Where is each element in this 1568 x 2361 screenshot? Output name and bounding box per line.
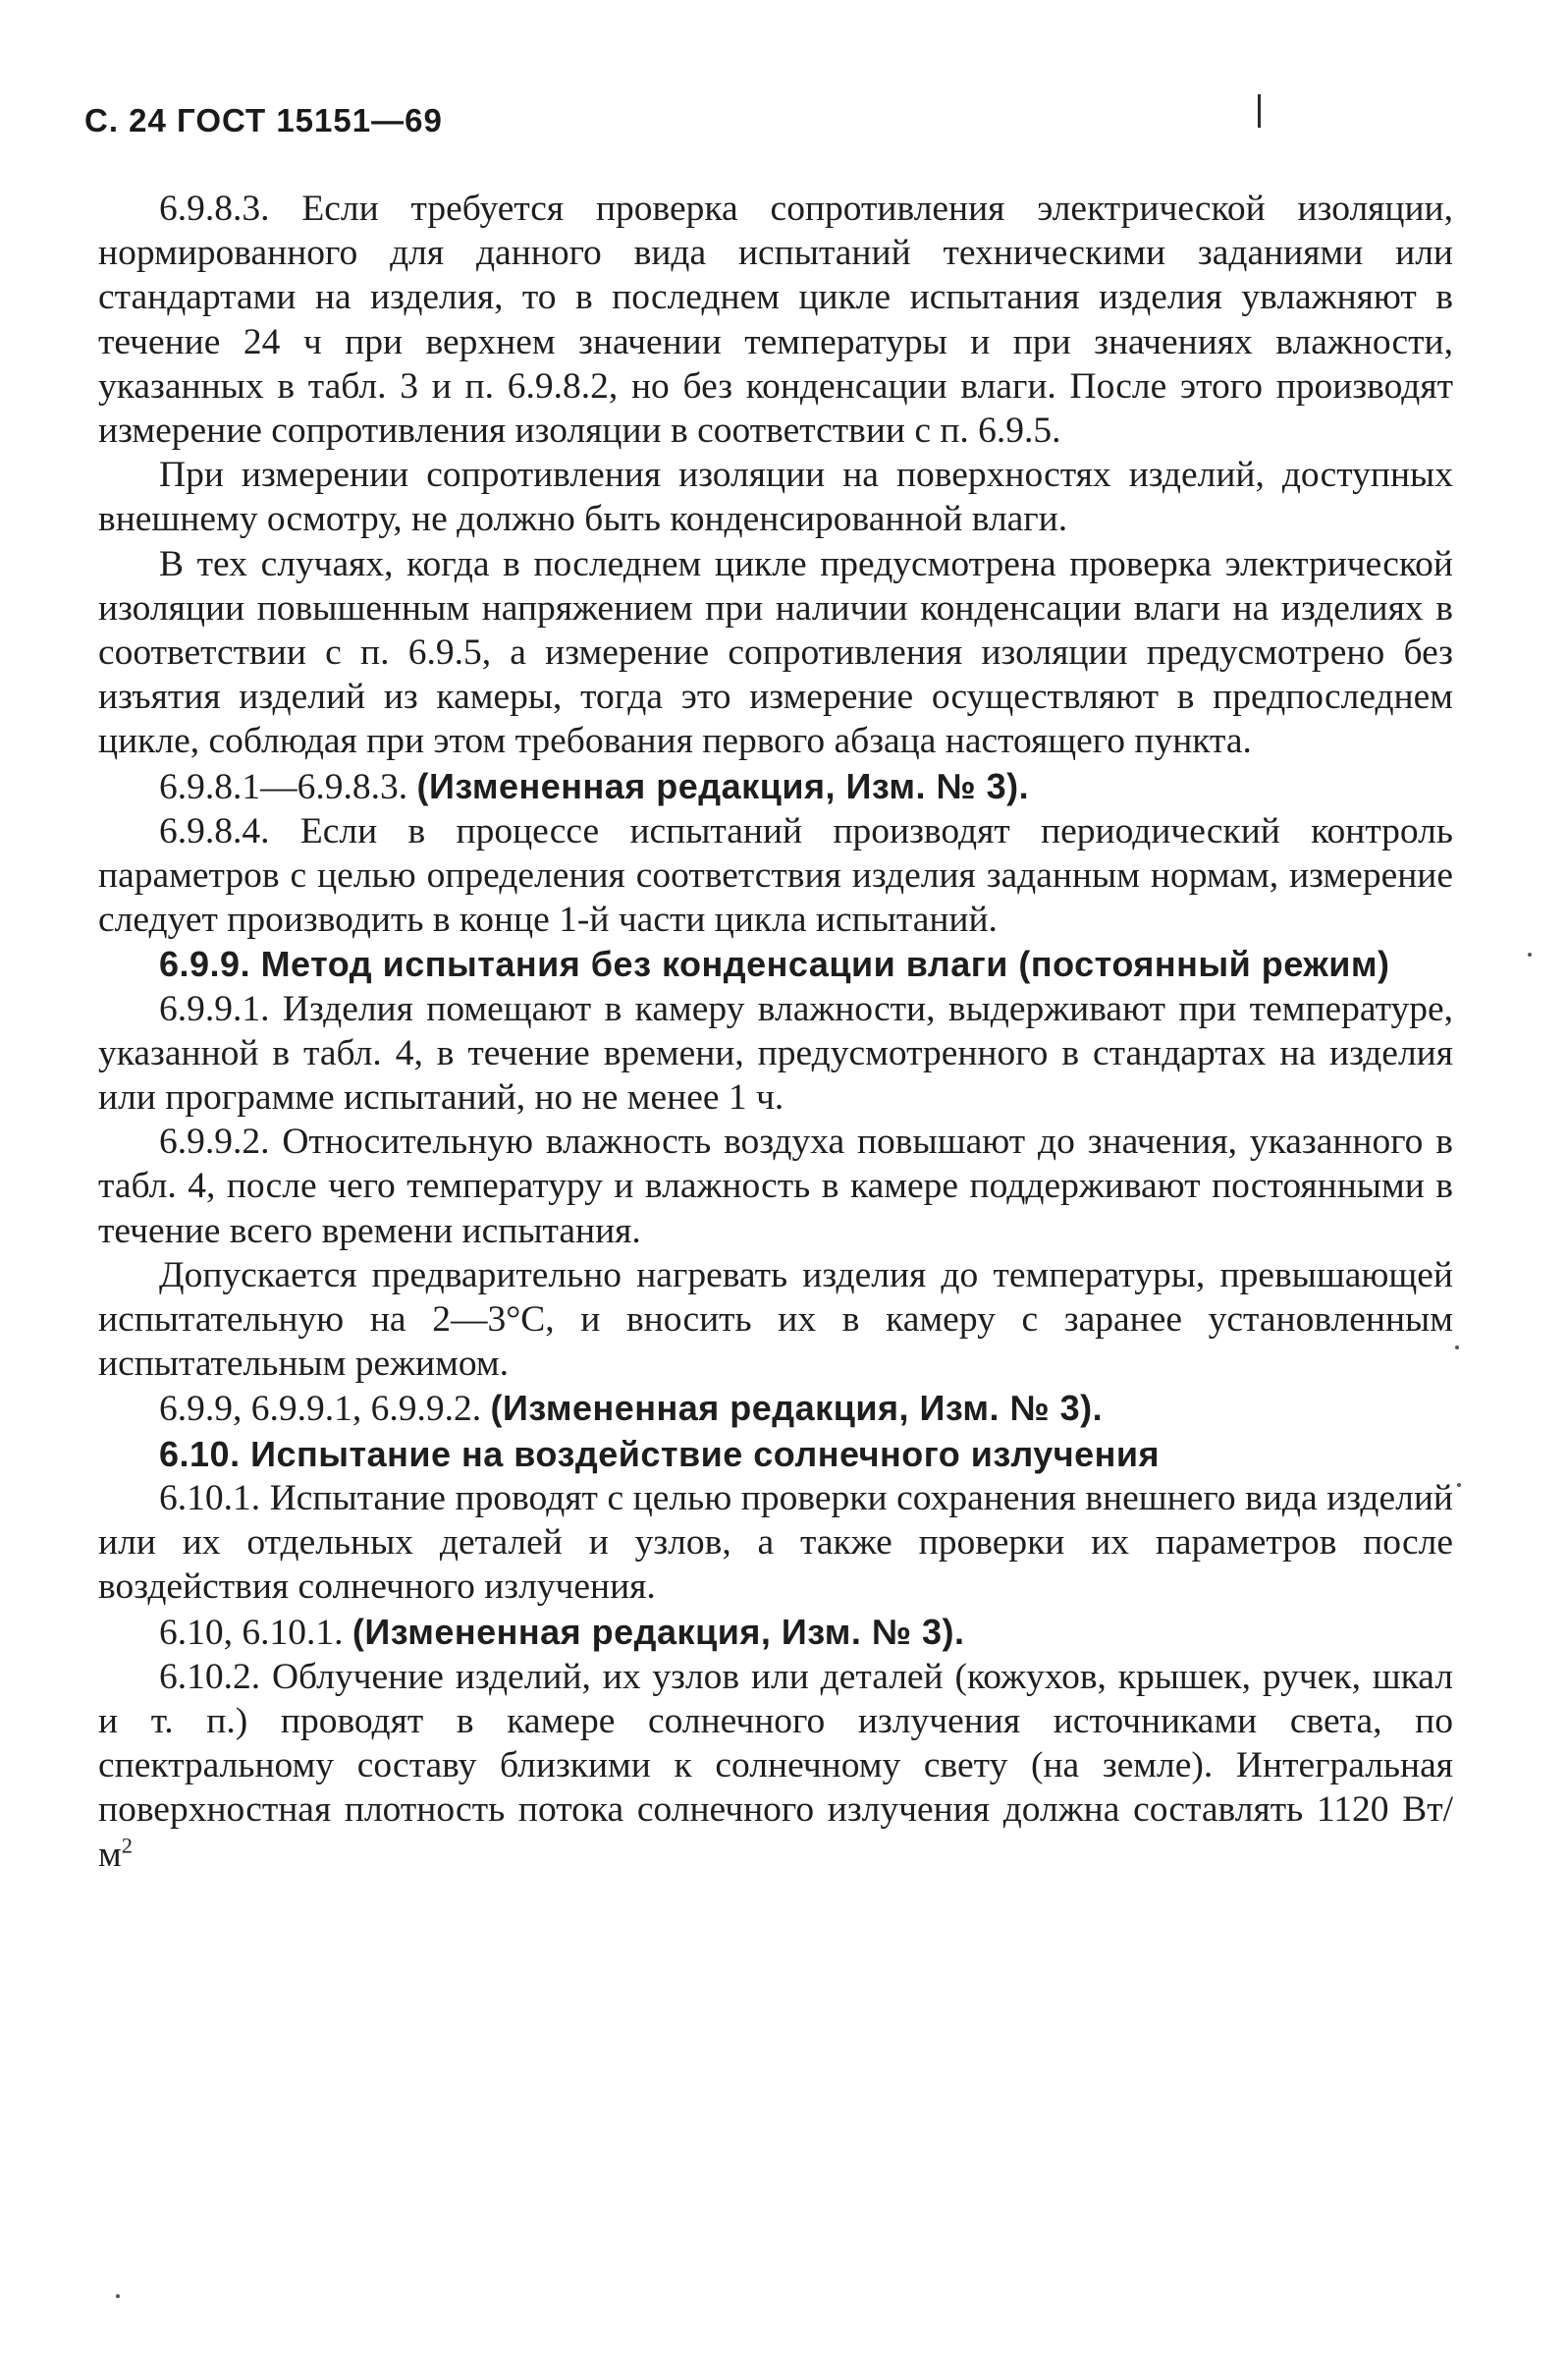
amendment-note: (Измененная редакция, Изм. № 3). xyxy=(490,1388,1104,1429)
document-body xyxy=(98,187,1453,1877)
paragraph-amendment-6-9-8 xyxy=(98,764,1453,809)
paragraph-amendment-6-9-9 xyxy=(98,1386,1453,1431)
scan-speck xyxy=(116,2294,120,2298)
section-heading-6-9-9: 6.9.9. Метод испытания без конденсации влаги (постоянный режим) xyxy=(159,944,1390,985)
amendment-ref: 6.9.8.1—6.9.8.3. xyxy=(159,766,417,807)
paragraph-measurement-note: При измерении сопротивления изоляции на поверхностях изделий, доступных внешнему осмотру, не должно быть конденсированной влаги. xyxy=(98,455,1453,540)
paragraph-preheat-note: Допускается предварительно нагревать изделия до температуры, превышающей испытательную на 2—3°С, и вносить их в камеру с заранее установленным испытательным режимом. xyxy=(98,1254,1453,1385)
paragraph-amendment-6-10 xyxy=(98,1610,1453,1655)
margin-mark xyxy=(1258,94,1261,128)
scan-speck xyxy=(1528,953,1532,957)
paragraph-high-voltage-check: В тех случаях, когда в последнем цикле предусмотрена проверка электрической изоляции повышенным напряжением при наличии конденсации влаги на изделиях в соответствии с п. 6.9.5, а измерение сопротивления изоляции предусмотрено без изъятия изделий из камеры, тогда это измерение осуществляют в предпоследнем цикле, соблюдая при этом требования первого абзаца настоящего пункта. xyxy=(98,543,1453,762)
scan-speck xyxy=(1457,1483,1461,1487)
paragraph-6-9-8-4: 6.9.8.4. Если в процессе испытаний производят периодический контроль параметров с целью определения соответствия изделия заданным нормам, измерение следует производить в конце 1-й части цикла испытаний. xyxy=(98,810,1453,941)
paragraph-6-9-9-1: 6.9.9.1. Изделия помещают в камеру влажности, выдерживают при температуре, указанной в табл. 4, в течение времени, предусмотренного в стандартах на изделия или программе испытаний, но не менее 1 ч. xyxy=(98,988,1453,1119)
paragraph-6-10-1: 6.10.1. Испытание проводят с целью проверки сохранения внешнего вида изделий или их отдельных деталей и узлов, а также проверки их параметров после воздействия солнечного излучения. xyxy=(98,1477,1453,1608)
paragraph-text: 6.10.2. Облучение изделий, их узлов или деталей (кожухов, крышек, ручек, шкал и т. п.) проводят в камере солнечного излучения источниками света, по спектральному составу близкими к солнечному свету (на земле). Интегральная поверхностная плотность потока солнечного излучения должна составлять 1120 Вт/м xyxy=(98,1656,1453,1875)
amendment-note: (Измененная редакция, Изм. № 3). xyxy=(416,765,1030,806)
paragraph-6-9-8-3: 6.9.8.3. Если требуется проверка сопротивления электрической изоляции, нормированного для данного вида испытаний техническими заданиями или стандартами на изделия, то в последнем цикле испытания изделия увлажняют в течение 24 ч при верхнем значении температуры и при значениях влажности, указанных в табл. 3 и п. 6.9.8.2, но без конденсации влаги. После этого производят измерение сопротивления изоляции в соответствии с п. 6.9.5. xyxy=(98,189,1453,452)
amendment-note: (Измененная редакция, Изм. № 3). xyxy=(351,1611,965,1652)
amendment-ref: 6.9.9, 6.9.9.1, 6.9.9.2. xyxy=(159,1389,491,1430)
section-heading-6-10: 6.10. Испытание на воздействие солнечного излучения xyxy=(159,1433,1161,1474)
amendment-ref: 6.10, 6.10.1. xyxy=(159,1612,352,1653)
superscript: 2 xyxy=(121,1833,133,1858)
scan-speck xyxy=(1455,1345,1459,1349)
paragraph-6-9-9-2: 6.9.9.2. Относительную влажность воздуха повышают до значения, указанного в табл. 4, после чего температуру и влажность в камере поддерживают постоянными в течение всего времени испытания. xyxy=(98,1122,1453,1251)
paragraph-6-10-2 xyxy=(98,1655,1453,1877)
page-header: С. 24 ГОСТ 15151—69 xyxy=(84,102,443,138)
